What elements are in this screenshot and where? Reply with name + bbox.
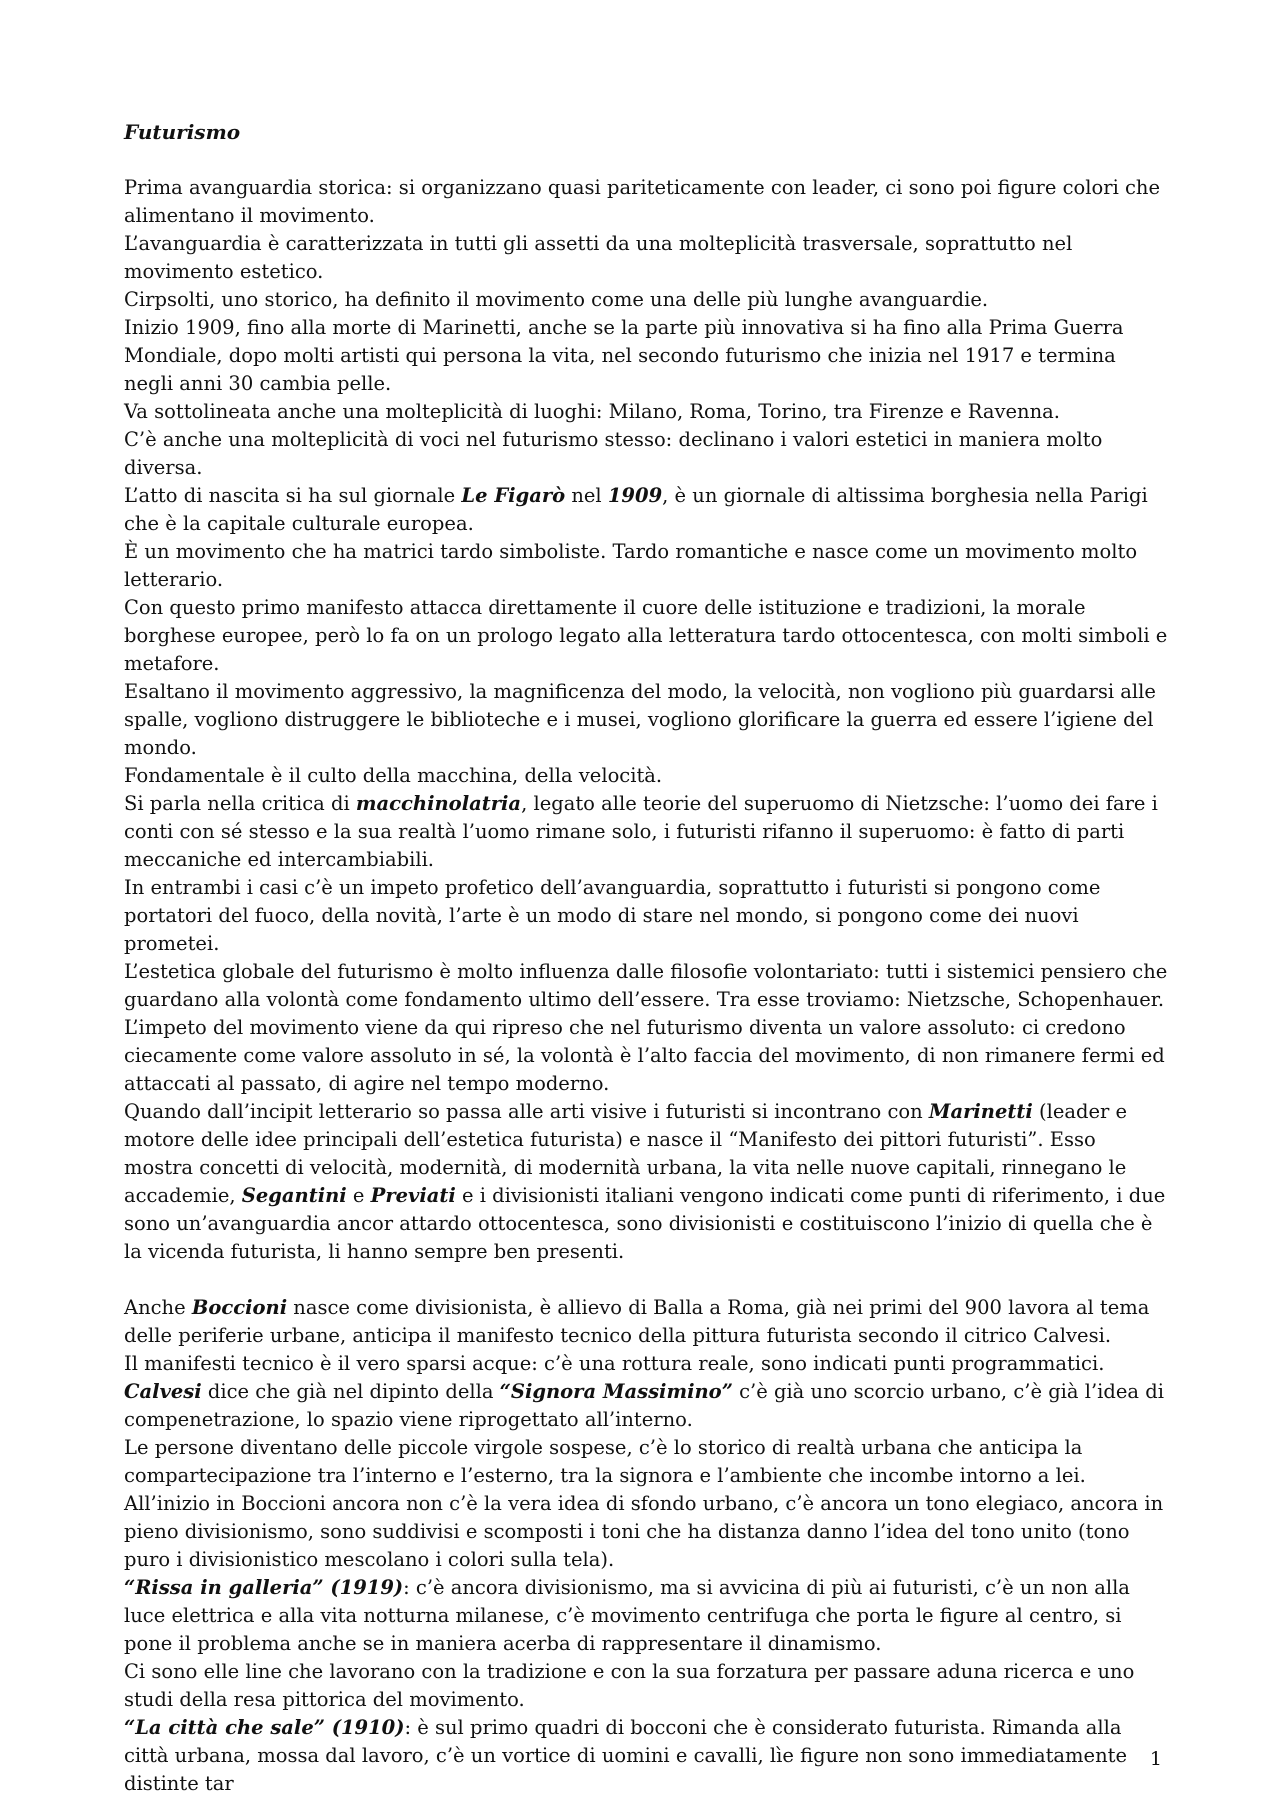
emphasis-text: Previati	[370, 1184, 456, 1207]
paragraph-text: Quando dall’incipit letterario so passa alle arti visive i futuristi si incontrano con	[124, 1100, 929, 1123]
paragraph	[124, 174, 1170, 230]
paragraph-text: Va sottolineata anche una molteplicità di luoghi: Milano, Roma, Torino, tra Firenze e Ravenna.	[124, 400, 1060, 423]
paragraph	[124, 1434, 1170, 1490]
paragraph	[124, 874, 1170, 958]
emphasis-text: “La città che sale” (1910)	[124, 1716, 405, 1739]
paragraph	[124, 1378, 1170, 1434]
paragraph-text: Il manifesti tecnico è il vero sparsi acque: c’è una rottura reale, sono indicati punti programmatici.	[124, 1352, 1105, 1375]
paragraph-text: , legato alle teorie del superuomo di Nietzsche: l’uomo dei fare i conti con sé stesso e la sua realtà l’uomo rimane solo, i futuristi rifanno il superuomo: è fatto di parti meccaniche ed intercambiabili.	[124, 792, 1158, 871]
paragraph-text: È un movimento che ha matrici tardo simboliste. Tardo romantiche e nasce come un movimento molto letterario.	[124, 540, 1138, 591]
paragraph-text: Con questo primo manifesto attacca direttamente il cuore delle istituzione e tradizioni, la morale borghese europee, però lo fa on un prologo legato alla letteratura tardo ottocentesca, con molti simboli e metafore.	[124, 596, 1168, 675]
paragraph-text: nel	[565, 484, 608, 507]
paragraph	[124, 594, 1170, 678]
paragraph	[124, 314, 1170, 398]
paragraph	[124, 678, 1170, 762]
paragraph	[124, 230, 1170, 286]
paragraph	[124, 762, 1170, 790]
paragraph-text: Le persone diventano delle piccole virgole sospese, c’è lo storico di realtà urbana che anticipa la compartecipazione tra l’interno e l’esterno, tra la signora e l’ambiente che incombe intorno a lei.	[124, 1436, 1086, 1487]
paragraph	[124, 1014, 1170, 1098]
paragraph-text: In entrambi i casi c’è un impeto profetico dell’avanguardia, soprattutto i futuristi si pongono come portatori del fuoco, della novità, l’arte è un modo di stare nel mondo, si pongono come dei nuovi prometei.	[124, 876, 1101, 955]
paragraph-text: All’inizio in Boccioni ancora non c’è la vera idea di sfondo urbano, c’è ancora un tono elegiaco, ancora in pieno divisionismo, sono suddivisi e scomposti i toni che ha distanza danno l’idea del tono unito (tono puro i divisionistico mescolano i colori sulla tela).	[124, 1492, 1164, 1571]
paragraph-text: Fondamentale è il culto della macchina, della velocità.	[124, 764, 663, 787]
paragraph	[124, 1490, 1170, 1574]
paragraph-text: Inizio 1909, fino alla morte di Marinetti, anche se la parte più innovativa si ha fino alla Prima Guerra Mondiale, dopo molti artisti qui persona la vita, nel secondo futurismo che inizia nel 1917 e termina negli anni 30 cambia pelle.	[124, 316, 1124, 395]
paragraph	[124, 1098, 1170, 1266]
emphasis-text: Boccioni	[191, 1296, 288, 1319]
paragraph	[124, 398, 1170, 426]
emphasis-text: Le Figarò	[461, 484, 566, 507]
paragraph	[124, 482, 1170, 538]
paragraph	[124, 1574, 1170, 1658]
paragraph-text: Cirpsolti, uno storico, ha definito il movimento come una delle più lunghe avanguardie.	[124, 288, 989, 311]
document-body	[124, 118, 1170, 1798]
paragraph	[124, 1658, 1170, 1714]
paragraph-text: c’è già uno scorcio urbano, c’è già l’idea di compenetrazione, lo spazio viene riprogettato all’interno.	[124, 1380, 1164, 1431]
paragraph-text: nasce come divisionista, è allievo di Balla a Roma, già nei primi del 900 lavora al tema delle periferie urbane, anticipa il manifesto tecnico della pittura futurista secondo il citrico Calvesi.	[124, 1296, 1150, 1347]
paragraph-text: L’atto di nascita si ha sul giornale	[124, 484, 462, 507]
page-number: 1	[1149, 1748, 1162, 1770]
paragraph-text: e	[346, 1184, 371, 1207]
emphasis-text: Calvesi	[124, 1380, 202, 1403]
paragraph	[124, 538, 1170, 594]
paragraph-text: e i divisionisti italiani vengono indicati come punti di riferimento, i due sono un’avanguardia ancor attardo ottocentesca, sono divisionisti e costituiscono l’inizio di quella che è la vicenda futurista, li hanno sempre ben presenti.	[124, 1184, 1166, 1263]
emphasis-text: 1909	[607, 484, 663, 507]
paragraph-text: L’avanguardia è caratterizzata in tutti gli assetti da una molteplicità trasversale, soprattutto nel movimento estetico.	[124, 232, 1073, 283]
paragraph-text: : c’è ancora divisionismo, ma si avvicina di più ai futuristi, c’è un non alla luce elettrica e alla vita notturna milanese, c’è movimento centrifuga che porta le figure al centro, si pone il problema anche se in maniera acerba di rappresentare il dinamismo.	[124, 1576, 1130, 1655]
paragraph	[124, 790, 1170, 874]
emphasis-text: macchinolatria	[355, 792, 522, 815]
paragraph-text: Ci sono elle line che lavorano con la tradizione e con la sua forzatura per passare aduna ricerca e uno studi della resa pittorica del movimento.	[124, 1660, 1135, 1711]
paragraph-text: dice che già nel dipinto della	[201, 1380, 500, 1403]
paragraph-text: , è un giornale di altissima borghesia nella Parigi che è la capitale culturale europea.	[124, 484, 1148, 535]
paragraph-text: Esaltano il movimento aggressivo, la magnificenza del modo, la velocità, non vogliono più guardarsi alle spalle, vogliono distruggere le biblioteche e i musei, vogliono glorificare la guerra ed essere l’igiene del mondo.	[124, 680, 1156, 759]
paragraph-text: Prima avanguardia storica: si organizzano quasi pariteticamente con leader, ci sono poi figure colori che alimentano il movimento.	[124, 176, 1161, 227]
emphasis-text: “Rissa in galleria” (1919)	[124, 1576, 404, 1599]
paragraph-text: Si parla nella critica di	[124, 792, 356, 815]
paragraph-text: L’impeto del movimento viene da qui ripreso che nel futurismo diventa un valore assoluto: ci credono ciecamente come valore assoluto in sé, la volontà è l’alto faccia del movimento, di non rimanere fermi ed attaccati al passato, di agire nel tempo moderno.	[124, 1016, 1165, 1095]
paragraph-text: C’è anche una molteplicità di voci nel futurismo stesso: declinano i valori estetici in maniera molto diversa.	[124, 428, 1103, 479]
paragraph-text: Anche	[124, 1296, 192, 1319]
paragraph	[124, 1294, 1170, 1350]
paragraph	[124, 958, 1170, 1014]
emphasis-text: Segantini	[241, 1184, 347, 1207]
paragraph	[124, 426, 1170, 482]
paragraph	[124, 1714, 1170, 1798]
paragraph-text: L’estetica globale del futurismo è molto influenza dalle filosofie volontariato: tutti i sistemici pensiero che guardano alla volontà come fondamento ultimo dell’essere. Tra esse troviamo: Nietzsche, Schopenhauer.	[124, 960, 1168, 1011]
emphasis-text: “Signora Massimino”	[499, 1380, 733, 1403]
paragraph-text: : è sul primo quadri di bocconi che è considerato futurista. Rimanda alla città urbana, mossa dal lavoro, c’è un vortice di uomini e cavalli, lìe figure non sono immediatamente distinte tar	[124, 1716, 1128, 1795]
paragraph-spacer	[124, 1266, 1170, 1294]
emphasis-text: Marinetti	[928, 1100, 1033, 1123]
paragraph	[124, 1350, 1170, 1378]
paragraph-list	[124, 174, 1170, 1798]
paragraph	[124, 286, 1170, 314]
paragraph-text: (leader e motore delle idee principali dell’estetica futurista) e nasce il “Manifesto dei pittori futuristi”. Esso mostra concetti di velocità, modernità, di modernità urbana, la vita nelle nuove capitali, rinnegano le accademie,	[124, 1100, 1128, 1207]
document-title: Futurismo	[124, 120, 241, 144]
